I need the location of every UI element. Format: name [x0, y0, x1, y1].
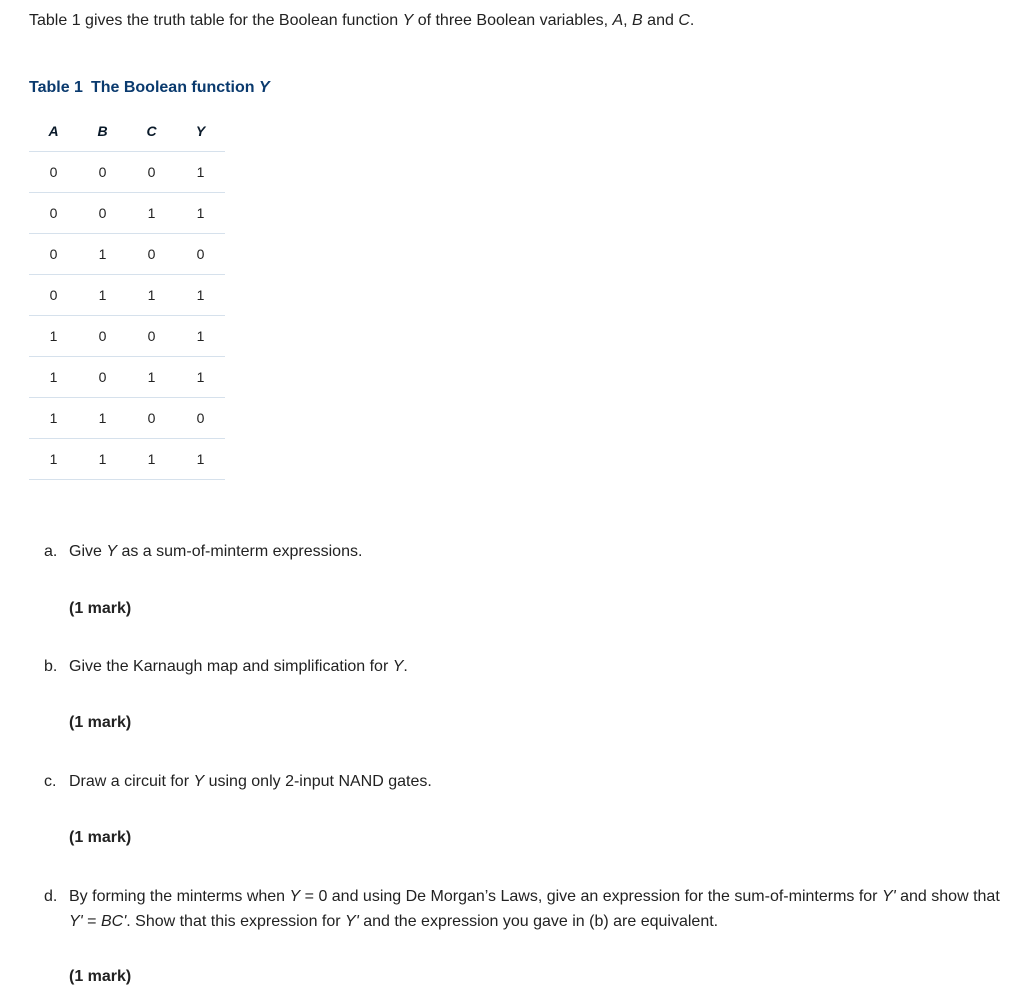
table-row — [29, 439, 225, 480]
table-cell: 1 — [176, 193, 225, 234]
column-header-c: C — [127, 111, 176, 152]
table-cell: 1 — [29, 316, 78, 357]
question-text — [69, 654, 1004, 679]
question-segment: Draw a circuit for — [69, 773, 194, 790]
table-cell: 0 — [78, 152, 127, 193]
table-row — [29, 275, 225, 316]
question-segment: Give the Karnaugh map and simplification for — [69, 658, 393, 675]
intro-text — [29, 11, 694, 31]
intro-segment: and — [642, 12, 679, 29]
table-cell: 1 — [176, 152, 225, 193]
table-row — [29, 316, 225, 357]
question-b — [44, 654, 1004, 679]
table-cell: 0 — [78, 316, 127, 357]
variable-y: Y — [193, 773, 205, 790]
question-segment: . — [403, 658, 408, 675]
variable-y: Y — [392, 658, 404, 675]
truth-table — [29, 111, 225, 480]
question-letter: d. — [44, 888, 58, 905]
table-caption-label: Table 1 — [29, 79, 83, 96]
question-letter: b. — [44, 658, 58, 675]
table-cell: 1 — [78, 439, 127, 480]
intro-segment: . — [689, 12, 695, 29]
mark-b: (1 mark) — [69, 714, 132, 731]
table-cell: 1 — [29, 357, 78, 398]
table-cell: 1 — [78, 398, 127, 439]
table-row — [29, 152, 225, 193]
table-cell: 1 — [29, 439, 78, 480]
table-cell: 0 — [176, 398, 225, 439]
variable-y-prime: Y' — [881, 888, 896, 905]
intro-segment: of three Boolean variables, — [413, 12, 613, 29]
question-letter: a. — [44, 543, 58, 560]
table-row — [29, 234, 225, 275]
mark-d: (1 mark) — [69, 968, 132, 985]
table-row — [29, 357, 225, 398]
table-cell: 1 — [127, 439, 176, 480]
expression-bc-prime: BC' — [100, 913, 127, 930]
table-caption-variable: Y — [258, 79, 270, 96]
question-segment: . Show that this expression for — [126, 913, 346, 930]
table-cell: 0 — [127, 152, 176, 193]
mark-a: (1 mark) — [69, 600, 132, 617]
table-cell: 1 — [78, 234, 127, 275]
table-cell: 0 — [29, 275, 78, 316]
question-letter: c. — [44, 773, 57, 790]
table-cell: 0 — [29, 234, 78, 275]
column-header-y: Y — [176, 111, 225, 152]
question-segment: as a sum-of-minterm expressions. — [117, 543, 363, 560]
table-cell: 0 — [176, 234, 225, 275]
table-cell: 1 — [176, 357, 225, 398]
table-cell: 1 — [176, 439, 225, 480]
table-cell: 1 — [127, 275, 176, 316]
question-d — [44, 884, 1004, 934]
table-cell: 0 — [127, 398, 176, 439]
table-row — [29, 193, 225, 234]
question-text — [69, 769, 1004, 794]
question-c — [44, 769, 1004, 794]
table-header-row — [29, 111, 225, 152]
question-segment: and show that — [895, 888, 1000, 905]
table-cell: 0 — [127, 316, 176, 357]
question-text — [69, 884, 1004, 934]
question-segment: Give — [69, 543, 107, 560]
question-segment: = — [82, 913, 101, 930]
variable-y: Y — [289, 888, 301, 905]
variable-y: Y — [402, 12, 414, 29]
mark-c: (1 mark) — [69, 829, 132, 846]
intro-segment: Table 1 gives the truth table for the Boolean function — [29, 12, 403, 29]
table-cell: 1 — [29, 398, 78, 439]
table-cell: 0 — [127, 234, 176, 275]
table-cell: 1 — [176, 316, 225, 357]
intro-segment: , — [623, 12, 633, 29]
variable-y-prime: Y' — [69, 913, 83, 930]
question-a — [44, 539, 1004, 564]
question-segment: and the expression you gave in (b) are equivalent. — [358, 913, 719, 930]
table-cell: 1 — [176, 275, 225, 316]
table-cell: 0 — [78, 193, 127, 234]
table-cell: 0 — [29, 152, 78, 193]
table-cell: 1 — [78, 275, 127, 316]
table-cell: 0 — [78, 357, 127, 398]
variable-a: A — [612, 12, 624, 29]
question-segment: using only 2-input NAND gates. — [204, 773, 432, 790]
question-segment: = 0 and using De Morgan’s Laws, give an expression for the sum-of-minterms for — [300, 888, 882, 905]
question-segment: By forming the minterms when — [69, 888, 290, 905]
variable-c: C — [678, 12, 690, 29]
column-header-b: B — [78, 111, 127, 152]
variable-y: Y — [106, 543, 118, 560]
table-cell: 0 — [29, 193, 78, 234]
table-cell: 1 — [127, 193, 176, 234]
question-text — [69, 539, 1004, 564]
table-cell: 1 — [127, 357, 176, 398]
table-row — [29, 398, 225, 439]
variable-y-prime: Y' — [345, 913, 359, 930]
column-header-a: A — [29, 111, 78, 152]
variable-b: B — [632, 12, 643, 29]
table-caption-text: The Boolean function — [90, 79, 259, 96]
table-caption — [29, 78, 270, 98]
